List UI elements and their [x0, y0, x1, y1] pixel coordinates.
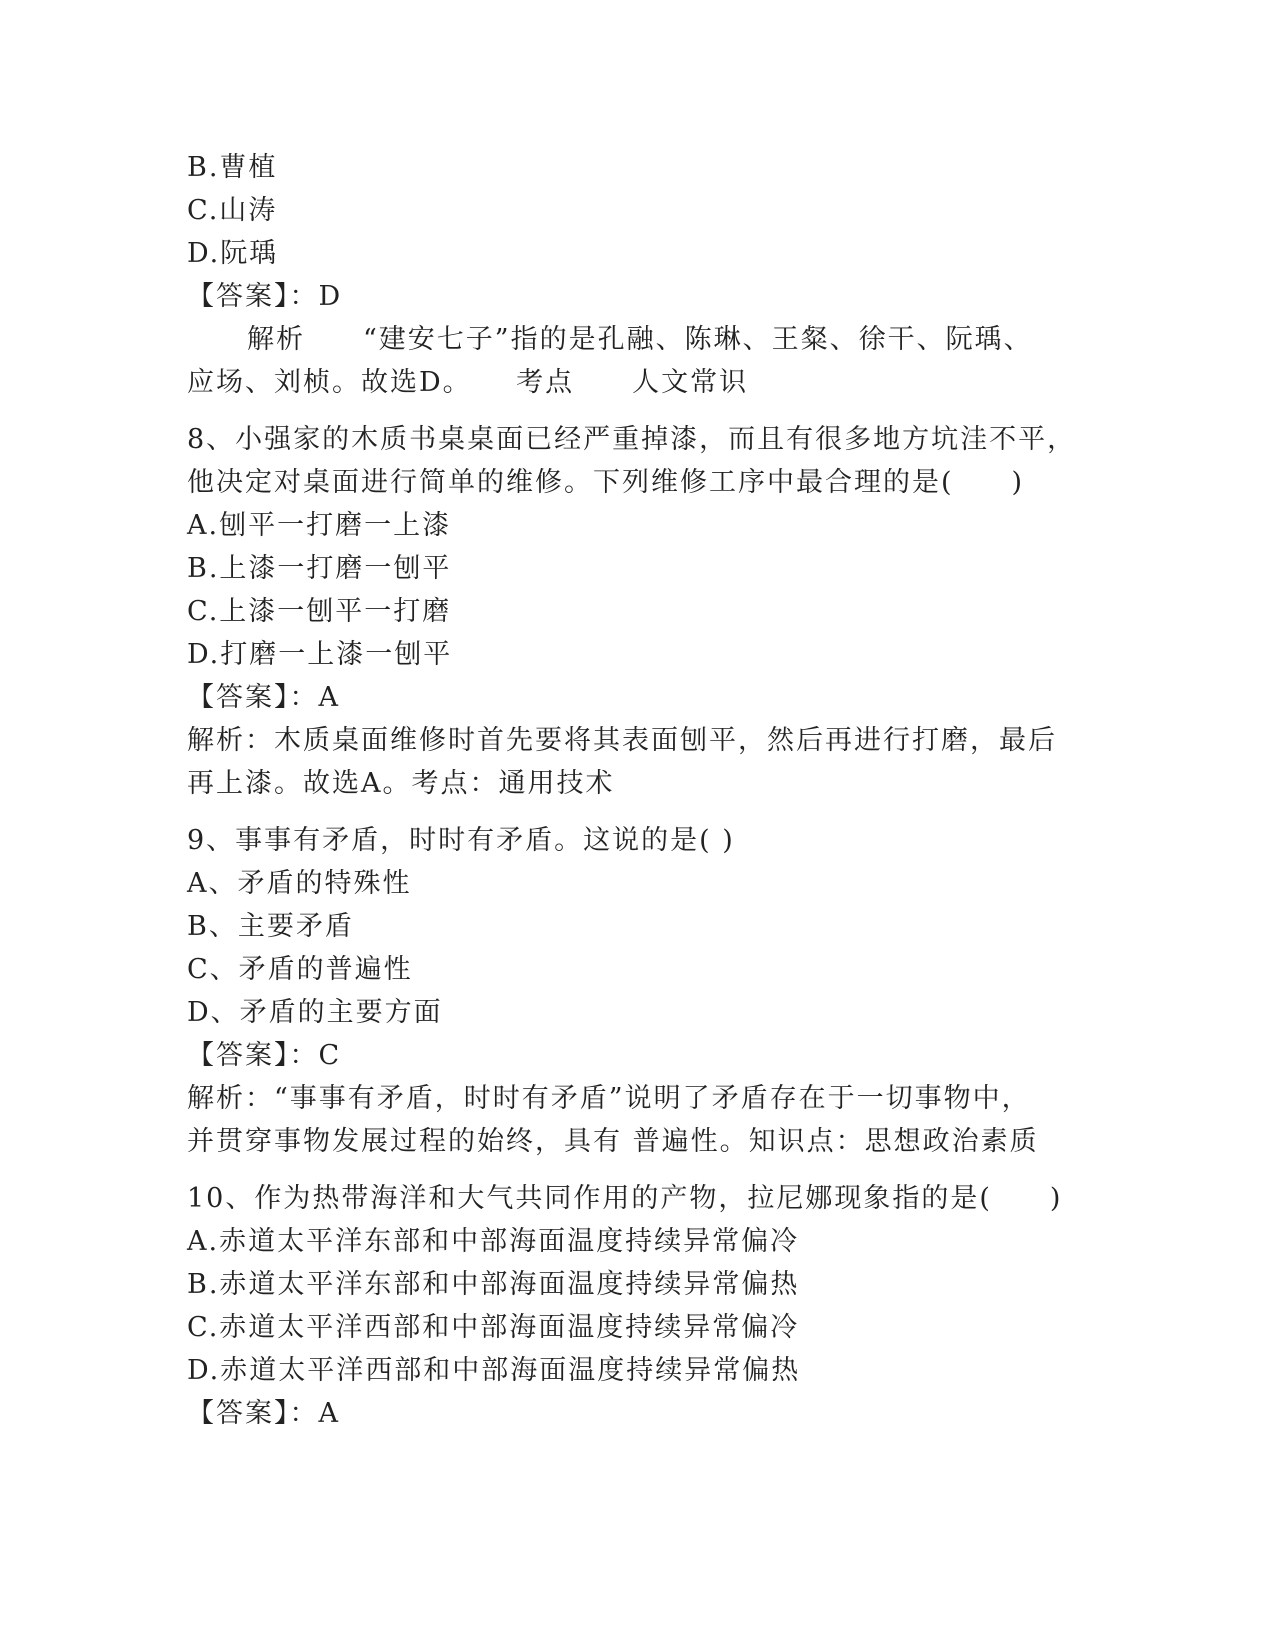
analysis-line: 并贯穿事物发展过程的始终，具有 普遍性。知识点：思想政治素质: [187, 1126, 1039, 1157]
question-8: [187, 418, 1077, 805]
option-b: B.上漆一打磨一刨平: [187, 553, 452, 584]
analysis-line: 应场、刘桢。故选D。 考点 人文常识: [187, 367, 749, 398]
option-b: B.赤道太平洋东部和中部海面温度持续异常偏热: [187, 1269, 800, 1300]
option-c: C.上漆一刨平一打磨: [187, 596, 452, 627]
answer: 【答案】：A: [187, 682, 340, 713]
option-d: D、矛盾的主要方面: [187, 997, 443, 1028]
option-b: B、主要矛盾: [187, 911, 354, 942]
question-9: [187, 819, 1067, 1163]
answer: 【答案】：D: [187, 281, 343, 312]
answer: 【答案】：A: [187, 1398, 340, 1429]
analysis-line: 解析：木质桌面维修时首先要将其表面刨平，然后再进行打磨，最后: [187, 725, 1057, 756]
option-c: C.山涛: [187, 195, 278, 226]
option-c: C.赤道太平洋西部和中部海面温度持续异常偏冷: [187, 1312, 800, 1343]
option-d: D.打磨一上漆一刨平: [187, 639, 453, 670]
option-a: A.赤道太平洋东部和中部海面温度持续异常偏冷: [187, 1226, 800, 1257]
analysis-line: 再上漆。故选A。考点：通用技术: [187, 768, 615, 799]
option-a: A、矛盾的特殊性: [187, 868, 412, 899]
question-text: 10、作为热带海洋和大气共同作用的产物，拉尼娜现象指的是( ): [187, 1183, 1063, 1214]
answer: 【答案】：C: [187, 1040, 342, 1071]
option-d: D.赤道太平洋西部和中部海面温度持续异常偏热: [187, 1355, 801, 1386]
question-7: [187, 146, 1067, 404]
question-text: 8、小强家的木质书桌桌面已经严重掉漆，而且有很多地方坑洼不平，: [187, 424, 1077, 455]
analysis-line: 解析：“事事有矛盾，时时有矛盾”说明了矛盾存在于一切事物中，: [187, 1083, 1031, 1114]
document-page: [187, 146, 1077, 1435]
option-d: D.阮瑀: [187, 238, 279, 269]
option-a: A.刨平一打磨一上漆: [187, 510, 452, 541]
question-text: 他决定对桌面进行简单的维修。下列维修工序中最合理的是( ): [187, 467, 1025, 498]
option-b: B.曹植: [187, 152, 278, 183]
question-10: [187, 1177, 1067, 1435]
analysis-line: 解析 “建安七子”指的是孔融、陈琳、王粲、徐干、阮瑀、: [247, 324, 1033, 355]
question-text: 9、事事有矛盾，时时有矛盾。这说的是( ): [187, 825, 735, 856]
option-c: C、矛盾的普遍性: [187, 954, 413, 985]
